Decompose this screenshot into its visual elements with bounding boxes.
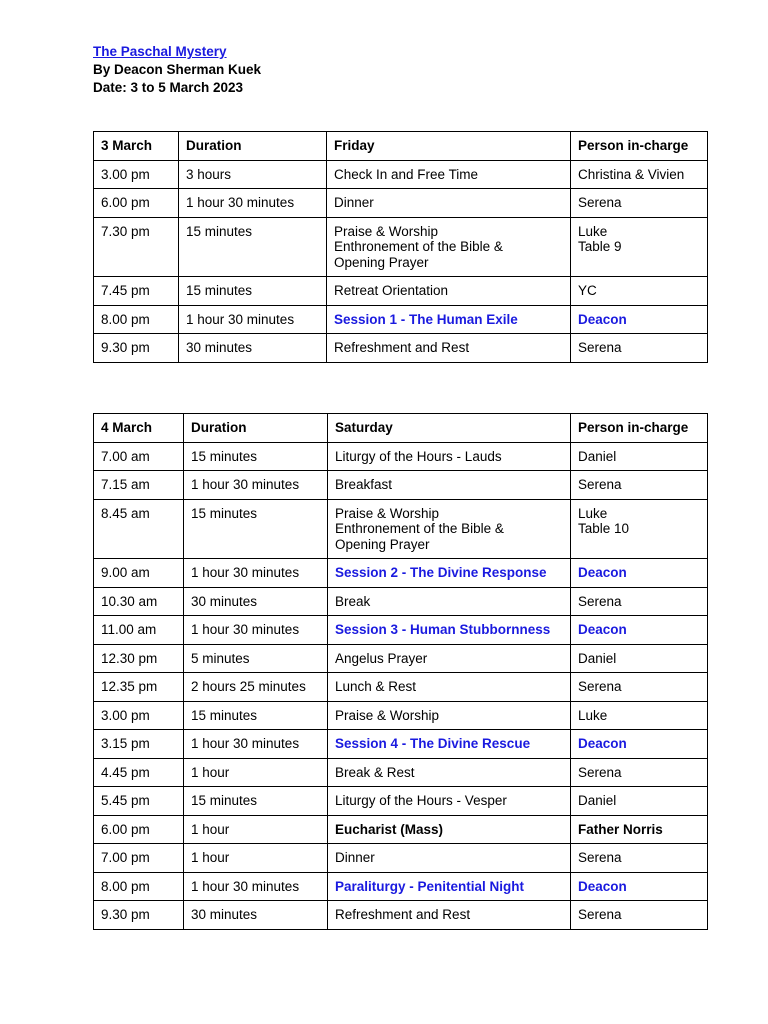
- person-cell: [571, 872, 708, 901]
- person-line: Serena: [578, 764, 622, 780]
- person-cell: [571, 644, 708, 673]
- header-day: Saturday: [328, 414, 571, 443]
- duration-cell: 15 minutes: [184, 499, 328, 559]
- table-row: [94, 499, 708, 559]
- time-cell: 9.30 pm: [94, 901, 184, 930]
- activity-line: Opening Prayer: [334, 254, 429, 270]
- person-line: Serena: [578, 340, 622, 355]
- time-cell: 7.15 am: [94, 471, 184, 500]
- person-line: Luke: [578, 707, 608, 723]
- activity-line: Enthronement of the Bible &: [334, 239, 503, 254]
- person-line: Deacon: [578, 736, 627, 751]
- person-cell: [571, 787, 708, 816]
- activity-cell: [328, 730, 571, 759]
- person-line: Father Norris: [578, 821, 663, 837]
- table-row: [94, 844, 708, 873]
- activity-cell: [328, 442, 571, 471]
- person-cell: [571, 901, 708, 930]
- person-line: Table 9: [578, 239, 622, 254]
- table-row: [94, 305, 708, 334]
- time-cell: 4.45 pm: [94, 758, 184, 787]
- schedule-table-day2: [93, 413, 708, 930]
- header-date: 3 March: [94, 132, 179, 161]
- time-cell: 8.00 pm: [94, 305, 179, 334]
- duration-cell: 1 hour 30 minutes: [179, 189, 327, 218]
- time-cell: 7.00 pm: [94, 844, 184, 873]
- activity-line: Lunch & Rest: [335, 679, 417, 694]
- person-line: Serena: [578, 477, 622, 492]
- person-line: Christina & Vivien: [578, 166, 685, 182]
- activity-line: Praise & Worship: [335, 505, 440, 521]
- table-row: [94, 559, 708, 588]
- table-row: [94, 901, 708, 930]
- table-row: [94, 616, 708, 645]
- person-cell: [571, 559, 708, 588]
- table-row: [94, 442, 708, 471]
- activity-line: Break: [335, 593, 371, 609]
- activity-cell: [328, 901, 571, 930]
- table-row: [94, 644, 708, 673]
- duration-cell: 15 minutes: [179, 277, 327, 306]
- table-row: [94, 872, 708, 901]
- duration-cell: 2 hours 25 minutes: [184, 673, 328, 702]
- person-line: Daniel: [578, 448, 617, 464]
- person-cell: [571, 217, 708, 277]
- activity-cell: [327, 217, 571, 277]
- table-row: [94, 701, 708, 730]
- document-header: [93, 43, 261, 97]
- time-cell: 3.00 pm: [94, 160, 179, 189]
- table-row: [94, 587, 708, 616]
- duration-cell: 1 hour 30 minutes: [179, 305, 327, 334]
- activity-cell: [328, 844, 571, 873]
- table-row: [94, 815, 708, 844]
- activity-cell: [327, 305, 571, 334]
- table-row: [94, 217, 708, 277]
- duration-cell: 15 minutes: [184, 701, 328, 730]
- person-line: Daniel: [578, 650, 617, 666]
- person-line: Serena: [578, 195, 622, 210]
- activity-line: Paraliturgy - Penitential Night: [335, 878, 525, 894]
- duration-cell: 1 hour 30 minutes: [184, 559, 328, 588]
- duration-cell: 1 hour: [184, 758, 328, 787]
- activity-line: Break & Rest: [335, 764, 415, 780]
- person-cell: [571, 499, 708, 559]
- time-cell: 3.00 pm: [94, 701, 184, 730]
- header-date: 4 March: [94, 414, 184, 443]
- time-cell: 10.30 am: [94, 587, 184, 616]
- activity-line: Dinner: [335, 850, 375, 865]
- table-row: [94, 334, 708, 363]
- person-cell: [571, 305, 708, 334]
- person-line: Serena: [578, 907, 622, 922]
- time-cell: 7.45 pm: [94, 277, 179, 306]
- activity-cell: [327, 334, 571, 363]
- time-cell: 7.30 pm: [94, 217, 179, 277]
- person-cell: [571, 701, 708, 730]
- duration-cell: 1 hour 30 minutes: [184, 616, 328, 645]
- activity-line: Dinner: [334, 195, 374, 210]
- activity-cell: [328, 673, 571, 702]
- activity-line: Praise & Worship: [334, 223, 439, 239]
- header-day: Friday: [327, 132, 571, 161]
- time-cell: 11.00 am: [94, 616, 184, 645]
- activity-line: Session 2 - The Divine Response: [335, 565, 547, 580]
- duration-cell: 15 minutes: [184, 787, 328, 816]
- duration-cell: 1 hour 30 minutes: [184, 730, 328, 759]
- time-cell: 3.15 pm: [94, 730, 184, 759]
- duration-cell: 30 minutes: [184, 587, 328, 616]
- person-line: Serena: [578, 850, 622, 865]
- table-row: [94, 277, 708, 306]
- activity-cell: [328, 872, 571, 901]
- duration-cell: 3 hours: [179, 160, 327, 189]
- header-duration: Duration: [184, 414, 328, 443]
- activity-line: Session 4 - The Divine Rescue: [335, 736, 531, 751]
- duration-cell: 1 hour: [184, 815, 328, 844]
- time-cell: 8.00 pm: [94, 872, 184, 901]
- time-cell: 6.00 pm: [94, 815, 184, 844]
- person-line: YC: [578, 283, 597, 298]
- header-person: Person in-charge: [571, 414, 708, 443]
- activity-line: Check In and Free Time: [334, 166, 479, 182]
- activity-line: Opening Prayer: [335, 536, 430, 552]
- person-line: Table 10: [578, 521, 630, 536]
- table-row: [94, 787, 708, 816]
- table-row: [94, 758, 708, 787]
- person-cell: [571, 616, 708, 645]
- duration-cell: 30 minutes: [184, 901, 328, 930]
- document-author: By Deacon Sherman Kuek: [93, 62, 262, 77]
- duration-cell: 1 hour 30 minutes: [184, 872, 328, 901]
- activity-line: Session 3 - Human Stubbornness: [335, 622, 551, 637]
- activity-cell: [328, 644, 571, 673]
- person-cell: [571, 758, 708, 787]
- time-cell: 12.35 pm: [94, 673, 184, 702]
- time-cell: 7.00 am: [94, 442, 184, 471]
- person-cell: [571, 815, 708, 844]
- activity-cell: [327, 277, 571, 306]
- activity-cell: [328, 787, 571, 816]
- person-cell: [571, 587, 708, 616]
- activity-line: Liturgy of the Hours - Vesper: [335, 793, 507, 808]
- activity-cell: [328, 559, 571, 588]
- person-cell: [571, 277, 708, 306]
- duration-cell: 15 minutes: [179, 217, 327, 277]
- activity-cell: [328, 499, 571, 559]
- person-cell: [571, 442, 708, 471]
- person-line: Deacon: [578, 565, 627, 580]
- duration-cell: 1 hour 30 minutes: [184, 471, 328, 500]
- person-cell: [571, 673, 708, 702]
- person-line: Deacon: [578, 878, 627, 894]
- activity-cell: [327, 189, 571, 218]
- activity-line: Refreshment and Rest: [334, 340, 470, 355]
- person-line: Deacon: [578, 622, 627, 637]
- person-line: Luke: [578, 505, 608, 521]
- time-cell: 12.30 pm: [94, 644, 184, 673]
- header-duration: Duration: [179, 132, 327, 161]
- table-row: [94, 189, 708, 218]
- activity-cell: [328, 758, 571, 787]
- person-line: Deacon: [578, 311, 627, 327]
- person-cell: [571, 471, 708, 500]
- duration-cell: 15 minutes: [184, 442, 328, 471]
- person-cell: [571, 334, 708, 363]
- document-date: Date: 3 to 5 March 2023: [93, 80, 244, 95]
- person-cell: [571, 844, 708, 873]
- schedule-table-day1: [93, 131, 708, 363]
- time-cell: 9.00 am: [94, 559, 184, 588]
- table-header-row: [94, 414, 708, 443]
- activity-line: Refreshment and Rest: [335, 907, 471, 922]
- time-cell: 8.45 am: [94, 499, 184, 559]
- duration-cell: 5 minutes: [184, 644, 328, 673]
- person-cell: [571, 160, 708, 189]
- person-line: Daniel: [578, 793, 617, 808]
- table-row: [94, 730, 708, 759]
- person-line: Luke: [578, 223, 608, 239]
- activity-cell: [328, 701, 571, 730]
- activity-line: Breakfast: [335, 477, 393, 492]
- activity-line: Praise & Worship: [335, 707, 440, 723]
- person-line: Serena: [578, 679, 622, 694]
- person-line: Serena: [578, 593, 622, 609]
- table-header-row: [94, 132, 708, 161]
- person-cell: [571, 189, 708, 218]
- person-cell: [571, 730, 708, 759]
- activity-cell: [327, 160, 571, 189]
- activity-cell: [328, 587, 571, 616]
- activity-line: Retreat Orientation: [334, 283, 449, 298]
- activity-line: Angelus Prayer: [335, 650, 428, 666]
- activity-cell: [328, 471, 571, 500]
- activity-line: Enthronement of the Bible &: [335, 521, 504, 536]
- time-cell: 5.45 pm: [94, 787, 184, 816]
- header-person: Person in-charge: [571, 132, 708, 161]
- activity-line: Eucharist (Mass): [335, 821, 444, 837]
- table-row: [94, 471, 708, 500]
- table-row: [94, 673, 708, 702]
- time-cell: 6.00 pm: [94, 189, 179, 218]
- duration-cell: 30 minutes: [179, 334, 327, 363]
- activity-cell: [328, 616, 571, 645]
- table-row: [94, 160, 708, 189]
- duration-cell: 1 hour: [184, 844, 328, 873]
- activity-line: Liturgy of the Hours - Lauds: [335, 448, 502, 464]
- activity-cell: [328, 815, 571, 844]
- time-cell: 9.30 pm: [94, 334, 179, 363]
- activity-line: Session 1 - The Human Exile: [334, 311, 518, 327]
- document-title-link[interactable]: The Paschal Mystery: [93, 44, 227, 59]
